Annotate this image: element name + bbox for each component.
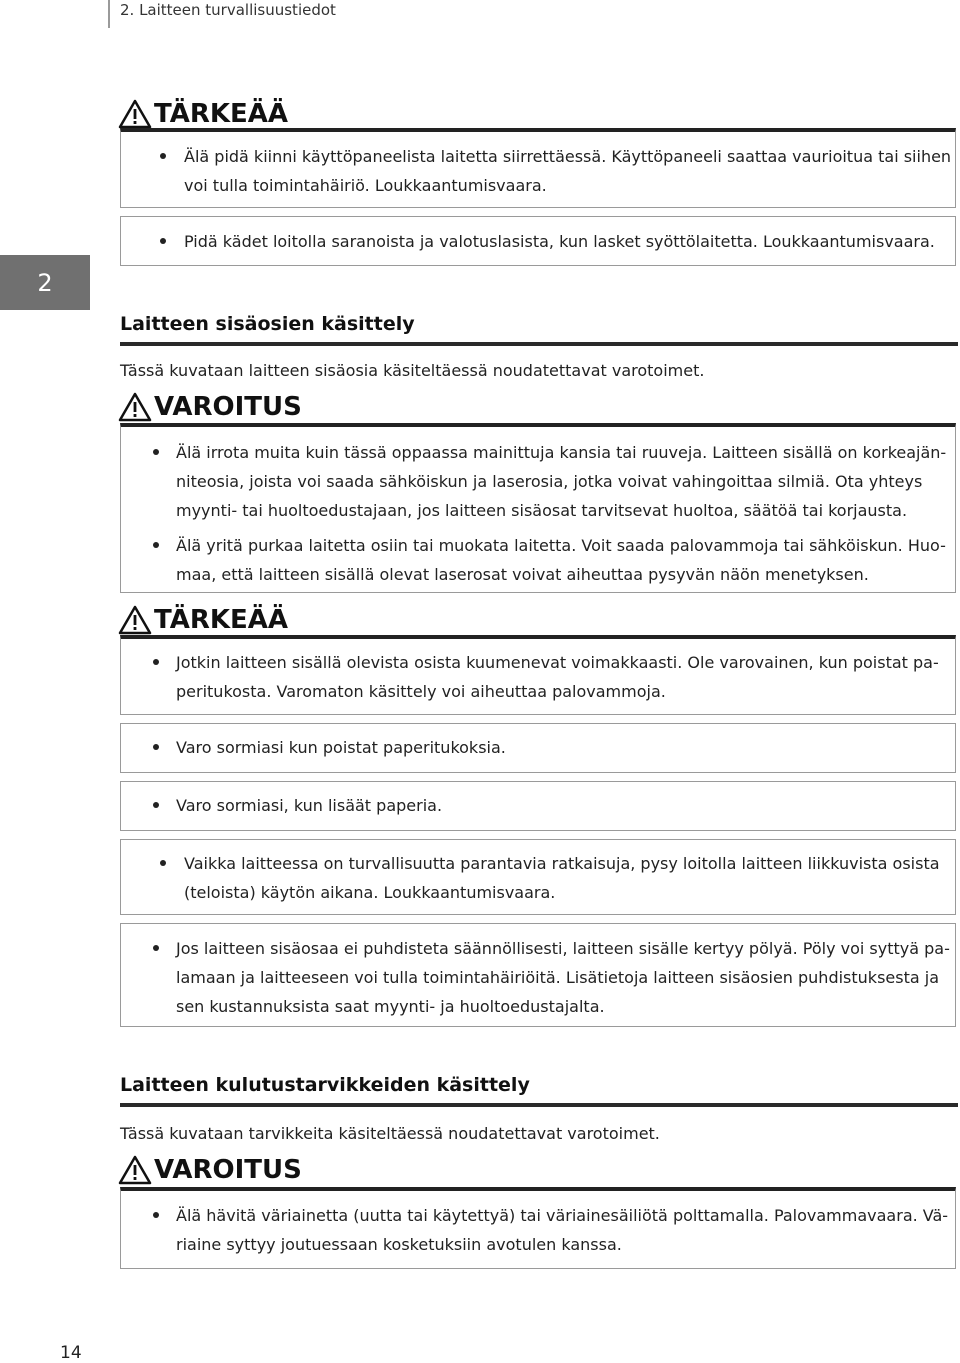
bullet-icon [153, 542, 159, 548]
bullet-icon [160, 238, 166, 244]
section-rule [120, 342, 958, 346]
chapter-tab: 2 [0, 255, 90, 310]
important-heading-1 [118, 97, 288, 131]
section-intro-consumables: Tässä kuvataan tarvikkeita käsiteltäessä noudatettavat varotoimet. [120, 1124, 660, 1143]
warning-triangle-icon [118, 99, 152, 129]
section-rule [120, 1103, 958, 1107]
important-heading-2 [118, 603, 288, 637]
warning-heading-1 [118, 390, 302, 424]
list-item: Älä hävitä väriainetta (uutta tai käytettyä) tai väriainesäiliötä polttamalla. Palovammavaara. Vä- riaine syttyy joutuessaan kosketuksiin avotulen kanssa. [176, 1206, 949, 1254]
list-item: Älä irrota muita kuin tässä oppaassa mainittuja kansia tai ruuveja. Laitteen sisällä on korkeajän- niteosia, joista voi saada sähköiskun ja laserosia, jotka voivat vahingoittaa silmiä. Ota yhteys myynti- tai huoltoedustajaan, jos laitteen sisäosat tarvitsevat huoltoa, säätöä tai korjausta. [176, 443, 947, 520]
warning-heading-text: VAROITUS [154, 1155, 302, 1185]
list-item: Varo sormiasi, kun lisäät paperia. [176, 796, 443, 815]
section-title-consumables: Laitteen kulutustarvikkeiden käsittely [120, 1074, 530, 1096]
bullet-icon [153, 449, 159, 455]
list-item: Varo sormiasi kun poistat paperitukoksia. [176, 738, 506, 757]
page-number: 14 [60, 1343, 82, 1363]
list-item: Pidä kädet loitolla saranoista ja valotuslasista, kun lasket syöttölaitetta. Loukkaantumisvaara. [184, 232, 935, 251]
bullet-icon [160, 860, 166, 866]
section-title-internal: Laitteen sisäosien käsittely [120, 313, 415, 335]
header-rule [108, 0, 110, 28]
warning-heading-text: VAROITUS [154, 392, 302, 422]
section-intro-internal: Tässä kuvataan laitteen sisäosia käsiteltäessä noudatettavat varotoimet. [120, 361, 705, 380]
bullet-icon [153, 945, 159, 951]
bullet-icon [153, 802, 159, 808]
important-heading-text: TÄRKEÄÄ [154, 99, 289, 129]
list-item: Älä yritä purkaa laitetta osiin tai muokata laitetta. Voit saada palovammoja tai sähköiskun. Huo- maa, että laitteen sisällä olevat laserosat voivat aiheuttaa pysyvän näön menetyksen. [176, 536, 946, 584]
important-heading-text: TÄRKEÄÄ [154, 605, 289, 635]
running-header: 2. Laitteen turvallisuustiedot [120, 1, 336, 19]
list-item: Jos laitteen sisäosaa ei puhdisteta säännöllisesti, laitteen sisälle kertyy pölyä. Pöly voi syttyä pa- lamaan ja laitteeseen voi tulla toimintahäiriöitä. Lisätietoja laitteen sisäosien puhdistuksesta ja sen kustannuksista saat myynti- ja huoltoedustajalta. [176, 939, 950, 1016]
list-item: Vaikka laitteessa on turvallisuutta parantavia ratkaisuja, pysy loitolla laitteen liikkuvista osista (teloista) käytön aikana. Loukkaantumisvaara. [184, 854, 940, 902]
warning-triangle-icon [118, 605, 152, 635]
list-item: Jotkin laitteen sisällä olevista osista kuumenevat voimakkaasti. Ole varovainen, kun poistat pa- peritukosta. Varomaton käsittely voi aiheuttaa palovammoja. [176, 653, 939, 701]
warning-triangle-icon [118, 392, 152, 422]
warning-triangle-icon [118, 1155, 152, 1185]
bullet-icon [153, 1212, 159, 1218]
bullet-icon [160, 153, 166, 159]
warning-heading-2 [118, 1153, 302, 1187]
bullet-icon [153, 744, 159, 750]
list-item: Älä pidä kiinni käyttöpaneelista laitetta siirrettäessä. Käyttöpaneeli saattaa vaurioitua tai siihen voi tulla toimintahäiriö. Loukkaantumisvaara. [184, 147, 952, 195]
bullet-icon [153, 659, 159, 665]
